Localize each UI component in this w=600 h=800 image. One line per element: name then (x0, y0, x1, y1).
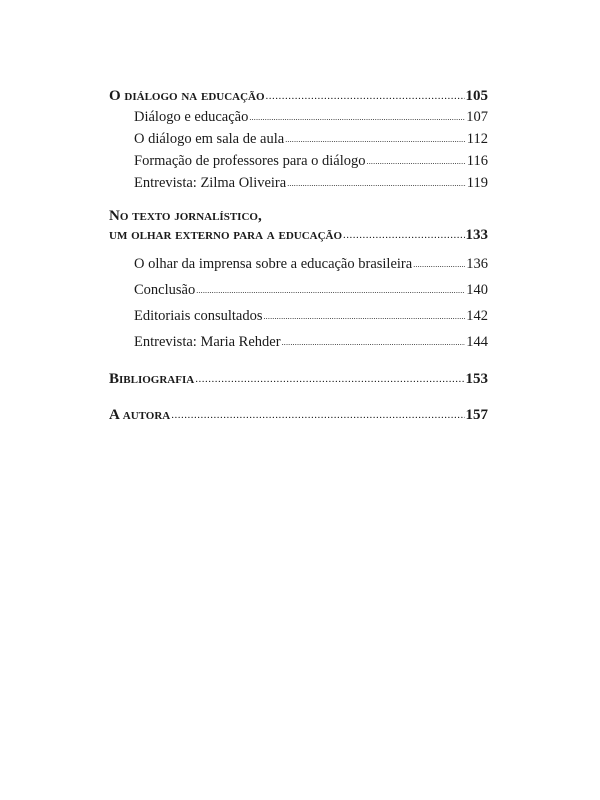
dot-leader (343, 225, 464, 245)
toc-section-entry (109, 252, 488, 278)
toc-chapter-entry (109, 226, 488, 246)
section-list (109, 252, 488, 356)
dot-leader (195, 369, 464, 389)
toc-section-entry (109, 278, 488, 304)
chapter-title: O diálogo na educação (109, 88, 265, 104)
page-number: 142 (466, 308, 488, 324)
dot-leader (367, 150, 466, 172)
section-title: O olhar da imprensa sobre a educação brasileira (134, 256, 413, 272)
toc-section-entry (109, 107, 488, 129)
chapter-title-line: No texto jornalístico, (109, 208, 262, 224)
toc-section-entry (109, 304, 488, 330)
dot-leader (196, 277, 465, 303)
page-number: 144 (466, 334, 488, 350)
section-title: Editoriais consultados (134, 308, 263, 324)
section-title: Diálogo e educação (134, 109, 249, 125)
dot-leader (285, 128, 466, 150)
section-title: Entrevista: Zilma Oliveira (134, 175, 287, 191)
table-of-contents (109, 87, 488, 426)
page-number: 112 (466, 131, 488, 147)
section-title: Entrevista: Maria Rehder (134, 334, 281, 350)
page-number: 107 (466, 109, 488, 125)
page-number: 133 (465, 227, 488, 243)
toc-section-entry (109, 129, 488, 151)
page-number: 153 (465, 371, 488, 387)
page-number: 136 (466, 256, 488, 272)
dot-leader (266, 86, 465, 106)
toc-section-entry (109, 173, 488, 195)
page-number: 119 (466, 175, 488, 191)
toc-section-entry (109, 330, 488, 356)
page-number: 116 (466, 153, 488, 169)
toc-chapter-entry (109, 87, 488, 107)
page-number: 105 (465, 88, 488, 104)
section-title: Formação de professores para o diálogo (134, 153, 366, 169)
section-list (109, 107, 488, 195)
dot-leader (171, 405, 464, 425)
dot-leader (263, 303, 465, 329)
chapter-title: Bibliografia (109, 371, 195, 387)
section-title: Conclusão (134, 282, 196, 298)
dot-leader (287, 172, 466, 194)
page-number: 140 (466, 282, 488, 298)
dot-leader (413, 251, 465, 277)
chapter-title: A autora (109, 407, 171, 423)
page-number: 157 (465, 407, 488, 423)
section-title: O diálogo em sala de aula (134, 131, 285, 147)
toc-section-entry (109, 151, 488, 173)
chapter-title: um olhar externo para a educação (109, 227, 343, 243)
dot-leader (282, 329, 466, 355)
dot-leader (249, 106, 465, 128)
toc-chapter-entry (109, 370, 488, 390)
toc-chapter-entry (109, 406, 488, 426)
